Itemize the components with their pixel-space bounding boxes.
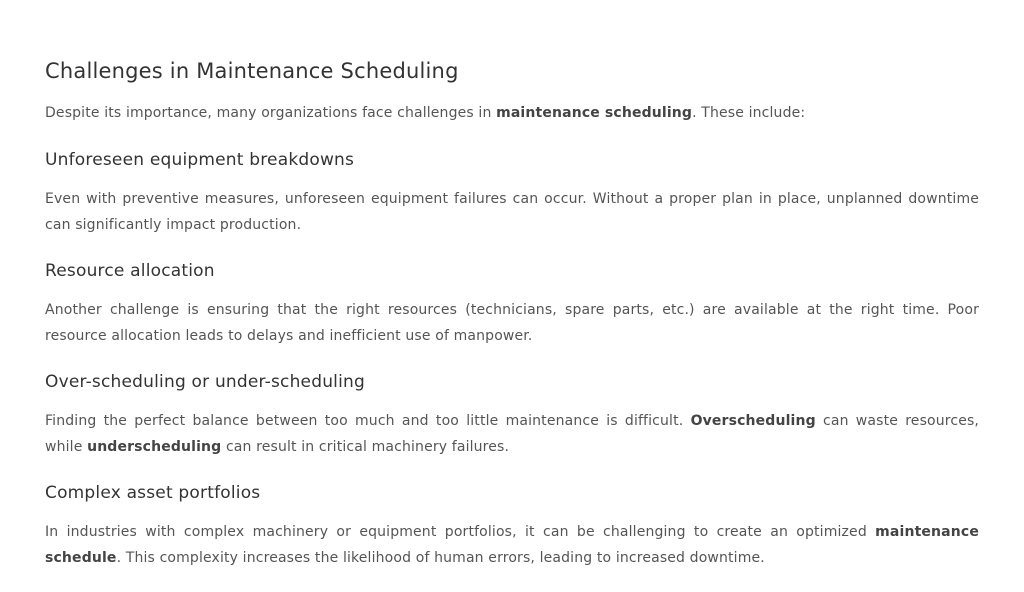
text-fragment: can waste resources, while [45, 412, 980, 455]
section-heading-asset-portfolios: Complex asset portfolios [45, 482, 261, 503]
article [45, 56, 979, 592]
intro-paragraph [45, 100, 979, 127]
section-text-breakdowns: Even with preventive measures, unforeseen equipment failures can occur. Without a proper plan in place, unplanned downtime can significantly impact production. [45, 190, 979, 233]
section-text-asset-portfolios [45, 519, 979, 572]
page-title: Challenges in Maintenance Scheduling [45, 59, 459, 83]
text-fragment: In industries with complex machinery or equipment portfolios, it can be challenging to create an optimized [45, 523, 876, 540]
intro-text: Despite its importance, many organizations face challenges in [45, 105, 497, 121]
section-heading-scheduling-balance: Over-scheduling or under-scheduling [45, 371, 365, 392]
intro-text-end: . These include: [692, 105, 806, 121]
text-fragment: . This complexity increases the likelihood of human errors, leading to increased downtime. [116, 550, 765, 566]
bold-term-overscheduling: Overscheduling [690, 412, 816, 429]
section-heading-breakdowns: Unforeseen equipment breakdowns [45, 149, 355, 170]
section-text-scheduling-balance [45, 408, 979, 461]
intro-bold: maintenance scheduling [496, 105, 693, 121]
section-heading-resource-allocation: Resource allocation [45, 260, 215, 281]
section-text-resource-allocation: Another challenge is ensuring that the right resources (technicians, spare parts, etc.) are available at the right time. Poor resource allocation leads to delays and inefficient use of manpower. [45, 301, 979, 344]
text-fragment: Finding the perfect balance between too much and too little maintenance is difficult. [45, 412, 691, 429]
bold-term-underscheduling: underscheduling [87, 439, 222, 455]
text-fragment: can result in critical machinery failures. [221, 439, 510, 455]
bold-term-maintenance-schedule: maintenance schedule [45, 523, 979, 566]
